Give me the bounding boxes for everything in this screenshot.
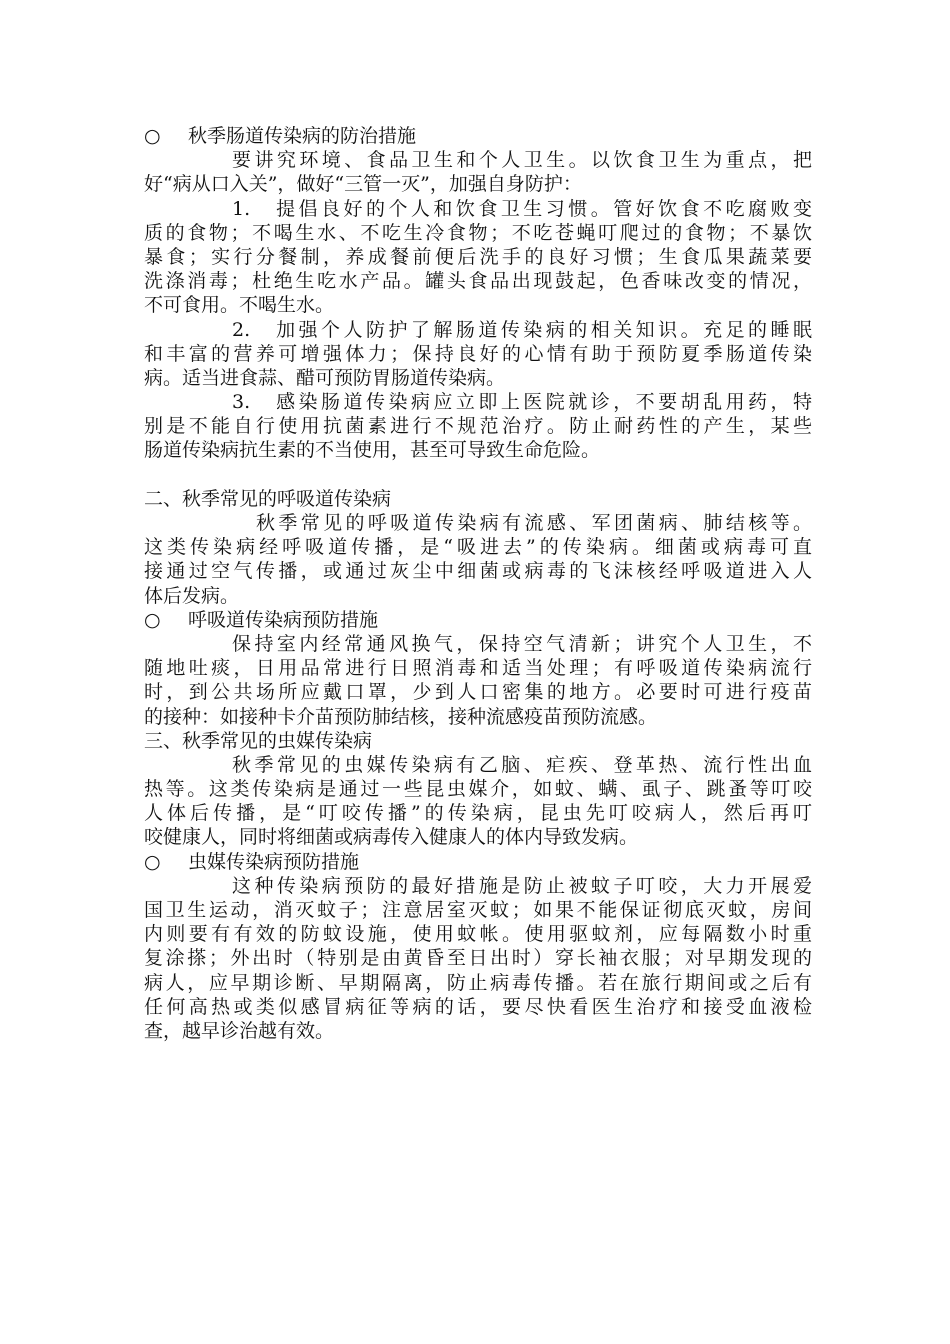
section-heading xyxy=(144,124,812,148)
section-heading xyxy=(144,608,812,632)
text-line: 洗涤消毒；杜绝生吃水产品。罐头食品出现鼓起，色香味改变的情况， xyxy=(144,270,812,293)
section-heading-text: 秋季肠道传染病的防治措施 xyxy=(188,125,417,147)
text-line: 保持室内经常通风换气，保持空气清新；讲究个人卫生，不 xyxy=(232,632,812,655)
text-line: 病。适当进食蒜、醋可预防胃肠道传染病。 xyxy=(144,366,506,389)
section-intestinal-measures xyxy=(144,124,812,463)
text-line: 3. 感染肠道传染病应立即上医院就诊，不要胡乱用药，特 xyxy=(232,391,812,414)
section-heading xyxy=(144,729,812,753)
text-line: 热等。这类传染病是通过一些昆虫媒介，如蚊、螨、虱子、跳蚤等叮咬 xyxy=(144,778,812,801)
circle-bullet-icon: ○ xyxy=(144,608,161,631)
text-line: 的接种：如接种卡介苗预防肺结核，接种流感疫苗预防流感。 xyxy=(144,705,658,728)
text-line: 1. 提倡良好的个人和饮食卫生习惯。管好饮食不吃腐败变 xyxy=(232,197,812,220)
text-line: 国卫生运动，消灭蚊子；注意居室灭蚊；如果不能保证彻底灭蚊，房间 xyxy=(144,899,812,921)
section-vector-measures xyxy=(144,850,812,1044)
text-line: 不可食用。不喝生水。 xyxy=(144,294,335,317)
text-line: 肠道传染病抗生素的不当使用，甚至可导致生命危险。 xyxy=(144,439,601,462)
text-line: 要讲究环境、食品卫生和个人卫生。以饮食卫生为重点，把 xyxy=(232,149,812,172)
text-line: 体后发病。 xyxy=(144,584,240,607)
text-line: 2. 加强个人防护了解肠道传染病的相关知识。充足的睡眠 xyxy=(232,318,812,341)
text-line: 时，到公共场所应戴口罩，少到人口密集的地方。必要时可进行疫苗 xyxy=(144,681,812,704)
paragraph xyxy=(144,197,812,318)
circle-bullet-icon: ○ xyxy=(144,850,161,873)
section-heading-text: 三、秋季常见的虫媒传染病 xyxy=(144,729,373,752)
text-line: 秋季常见的虫媒传染病有乙脑、疟疾、登革热、流行性出血 xyxy=(232,753,812,776)
circle-bullet-icon: ○ xyxy=(144,125,161,147)
paragraph xyxy=(144,511,812,608)
paragraph xyxy=(144,148,812,196)
paragraph xyxy=(144,632,812,729)
text-line: 质的食物；不喝生水、不吃生冷食物；不吃苍蝇叮爬过的食物；不暴饮 xyxy=(144,221,812,244)
section-heading xyxy=(144,487,812,511)
section-heading-text: 呼吸道传染病预防措施 xyxy=(188,608,379,631)
text-line: 人体后传播，是“叮咬传播”的传染病，昆虫先叮咬病人，然后再叮 xyxy=(144,802,812,825)
text-line: 内则要有有效的防蚊设施，使用蚊帐。使用驱蚊剂，应每隔数小时重 xyxy=(144,923,812,946)
text-line: 接通过空气传播，或通过灰尘中细菌或病毒的飞沫核经呼吸道进入人 xyxy=(144,560,812,583)
text-line: 秋季常见的呼吸道传染病有流感、军团菌病、肺结核等。 xyxy=(256,512,812,534)
section-heading-text: 虫媒传染病预防措施 xyxy=(188,850,360,873)
text-line: 病人，应早期诊断、早期隔离，防止病毒传播。若在旅行期间或之后有 xyxy=(144,971,812,994)
text-line: 这种传染病预防的最好措施是防止被蚊子叮咬，大力开展爱 xyxy=(232,874,812,897)
text-line: 好“病从口入关”，做好“三管一灭”，加强自身防护： xyxy=(144,173,582,196)
text-line: 咬健康人，同时将细菌或病毒传入健康人的体内导致发病。 xyxy=(144,826,639,849)
section-vector xyxy=(144,729,812,850)
paragraph xyxy=(144,390,812,463)
text-line: 查，越早诊治越有效。 xyxy=(144,1019,335,1042)
section-respiratory-measures xyxy=(144,608,812,729)
section-heading-text: 二、秋季常见的呼吸道传染病 xyxy=(144,487,392,510)
paragraph xyxy=(144,874,812,1043)
blank-line xyxy=(144,463,812,487)
text-line: 暴食；实行分餐制，养成餐前便后洗手的良好习惯；生食瓜果蔬菜要 xyxy=(144,245,812,268)
paragraph xyxy=(144,318,812,391)
section-heading xyxy=(144,850,812,874)
text-line: 任何高热或类似感冒病征等病的话，要尽快看医生治疗和接受血液检 xyxy=(144,995,812,1018)
text-line: 复涂搽；外出时（特别是由黄昏至日出时）穿长袖衣服；对早期发现的 xyxy=(144,947,812,970)
document-page xyxy=(144,124,812,1043)
text-line: 和丰富的营养可增强体力；保持良好的心情有助于预防夏季肠道传染 xyxy=(144,342,812,365)
text-line: 随地吐痰，日用品常进行日照消毒和适当处理；有呼吸道传染病流行 xyxy=(144,657,812,680)
text-line: 别是不能自行使用抗菌素进行不规范治疗。防止耐药性的产生，某些 xyxy=(144,415,812,438)
paragraph xyxy=(144,753,812,850)
text-line: 这类传染病经呼吸道传播，是“吸进去”的传染病。细菌或病毒可直 xyxy=(144,536,812,559)
section-respiratory xyxy=(144,487,812,608)
